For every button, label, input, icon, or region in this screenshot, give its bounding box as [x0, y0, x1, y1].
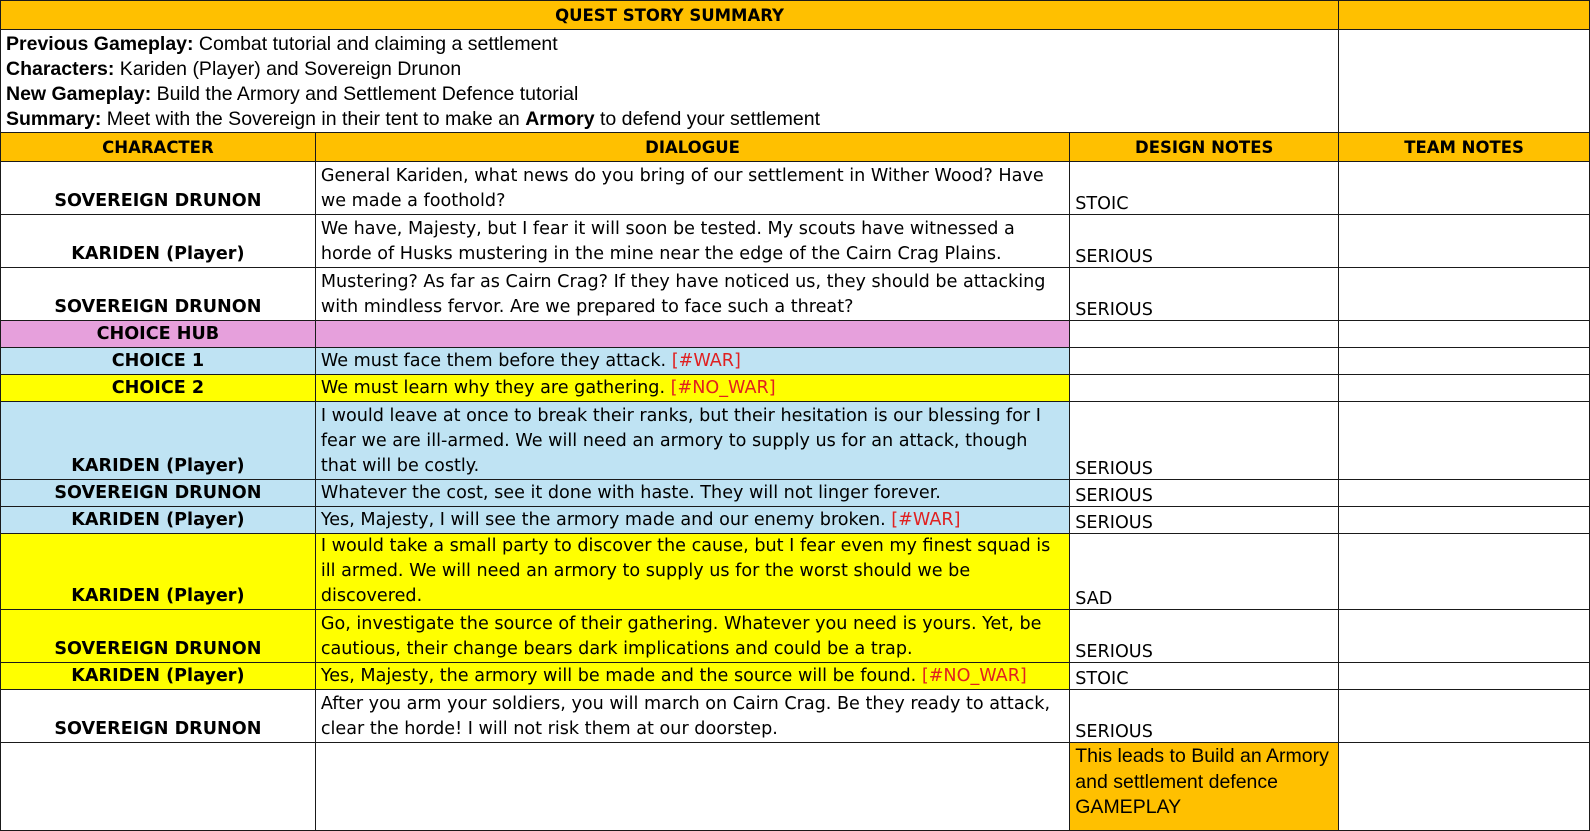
design-note-cell[interactable]: [1070, 321, 1339, 348]
dialogue-cell[interactable]: [315, 610, 1069, 663]
dialogue-cell[interactable]: [315, 375, 1069, 402]
dialogue-text: We have, Majesty, but I fear it will soon be tested. My scouts have witnessed a horde of Husks mustering in the mine near the edge of the Cairn Crag Plains.: [320, 219, 1015, 264]
dialogue-row: [1, 268, 1590, 321]
dialogue-row: [1, 375, 1590, 402]
final-team-notes-cell[interactable]: [1339, 743, 1590, 831]
design-note-cell[interactable]: SERIOUS: [1070, 610, 1339, 663]
dialogue-row: [1, 480, 1590, 507]
title-empty-cell[interactable]: [1339, 1, 1590, 30]
dialogue-text: General Kariden, what news do you bring of our settlement in Wither Wood? Have we made a foothold?: [320, 166, 1044, 211]
character-cell[interactable]: SOVEREIGN DRUNON: [1, 268, 316, 321]
team-note-cell[interactable]: [1339, 402, 1590, 480]
branch-tag: [#WAR]: [891, 510, 961, 530]
summary-bold: Armory: [525, 108, 595, 130]
title-row: [1, 1, 1590, 30]
character-cell[interactable]: KARIDEN (Player): [1, 402, 316, 480]
character-cell[interactable]: CHOICE 2: [1, 375, 316, 402]
dialogue-text: We must face them before they attack.: [320, 351, 672, 371]
design-note-cell[interactable]: SERIOUS: [1070, 690, 1339, 743]
summary-text-2: to defend your settlement: [594, 108, 821, 130]
new-gameplay-text: Build the Armory and Settlement Defence tutorial: [151, 83, 579, 105]
dialogue-text: We must learn why they are gathering.: [320, 378, 671, 398]
dialogue-row: [1, 321, 1590, 348]
character-cell[interactable]: KARIDEN (Player): [1, 663, 316, 690]
team-note-cell[interactable]: [1339, 215, 1590, 268]
design-note-cell[interactable]: SERIOUS: [1070, 402, 1339, 480]
summary-empty-cell[interactable]: [1339, 30, 1590, 133]
dialogue-row: [1, 162, 1590, 215]
column-header-character[interactable]: CHARACTER: [1, 133, 316, 162]
summary-cell[interactable]: [1, 30, 1339, 133]
team-note-cell[interactable]: [1339, 348, 1590, 375]
design-note-cell[interactable]: STOIC: [1070, 162, 1339, 215]
team-note-cell[interactable]: [1339, 375, 1590, 402]
design-note-cell[interactable]: [1070, 348, 1339, 375]
design-note-cell[interactable]: [1070, 375, 1339, 402]
column-header-design-notes[interactable]: DESIGN NOTES: [1070, 133, 1339, 162]
dialogue-text: Yes, Majesty, the armory will be made and the source will be found.: [320, 666, 922, 686]
dialogue-cell[interactable]: [315, 402, 1069, 480]
character-cell[interactable]: KARIDEN (Player): [1, 507, 316, 534]
summary-line: [6, 107, 1333, 132]
branch-tag: [#WAR]: [671, 351, 741, 371]
team-note-cell[interactable]: [1339, 162, 1590, 215]
dialogue-cell[interactable]: [315, 663, 1069, 690]
design-note-cell[interactable]: SERIOUS: [1070, 507, 1339, 534]
dialogue-text: Yes, Majesty, I will see the armory made and our enemy broken.: [320, 510, 892, 530]
design-note-cell[interactable]: SERIOUS: [1070, 268, 1339, 321]
column-header-dialogue[interactable]: DIALOGUE: [315, 133, 1069, 162]
branch-tag: [#NO_WAR]: [921, 666, 1027, 686]
dialogue-cell[interactable]: [315, 534, 1069, 610]
dialogue-cell[interactable]: [315, 268, 1069, 321]
dialogue-text: After you arm your soldiers, you will march on Cairn Crag. Be they ready to attack, clear the horde! I will not risk them at our doorstep.: [320, 694, 1051, 739]
dialogue-text: I would leave at once to break their ranks, but their hesitation is our blessing for I fear we are ill-armed. We will need an armory to supply us for an attack, though that will be costly.: [320, 406, 1041, 476]
character-cell[interactable]: SOVEREIGN DRUNON: [1, 480, 316, 507]
branch-tag: [#NO_WAR]: [670, 378, 776, 398]
dialogue-cell[interactable]: [315, 162, 1069, 215]
quest-title[interactable]: QUEST STORY SUMMARY: [1, 1, 1339, 30]
dialogue-cell[interactable]: [315, 507, 1069, 534]
design-note-cell[interactable]: SERIOUS: [1070, 215, 1339, 268]
team-note-cell[interactable]: [1339, 507, 1590, 534]
team-note-cell[interactable]: [1339, 268, 1590, 321]
dialogue-rows: [1, 162, 1590, 743]
final-row: [1, 743, 1590, 831]
summary-text-1: Meet with the Sovereign in their tent to make an: [101, 108, 526, 130]
team-note-cell[interactable]: [1339, 534, 1590, 610]
team-note-cell[interactable]: [1339, 610, 1590, 663]
previous-gameplay-text: Combat tutorial and claiming a settlement: [193, 33, 558, 55]
dialogue-row: [1, 663, 1590, 690]
dialogue-row: [1, 215, 1590, 268]
dialogue-cell[interactable]: [315, 215, 1069, 268]
character-cell[interactable]: SOVEREIGN DRUNON: [1, 690, 316, 743]
character-cell[interactable]: CHOICE HUB: [1, 321, 316, 348]
dialogue-row: [1, 507, 1590, 534]
gameplay-link-note[interactable]: This leads to Build an Armory and settlement defence GAMEPLAY: [1070, 743, 1339, 831]
dialogue-cell[interactable]: [315, 321, 1069, 348]
design-note-cell[interactable]: SERIOUS: [1070, 480, 1339, 507]
previous-gameplay-line: [6, 32, 1333, 57]
dialogue-row: [1, 534, 1590, 610]
dialogue-row: [1, 402, 1590, 480]
dialogue-text: Whatever the cost, see it done with haste. They will not linger forever.: [320, 483, 941, 503]
dialogue-row: [1, 610, 1590, 663]
dialogue-row: [1, 690, 1590, 743]
new-gameplay-line: [6, 82, 1333, 107]
team-note-cell[interactable]: [1339, 480, 1590, 507]
character-cell[interactable]: SOVEREIGN DRUNON: [1, 610, 316, 663]
final-character-cell[interactable]: [1, 743, 316, 831]
team-note-cell[interactable]: [1339, 663, 1590, 690]
characters-text: Kariden (Player) and Sovereign Drunon: [114, 58, 462, 80]
column-header-team-notes[interactable]: TEAM NOTES: [1339, 133, 1590, 162]
characters-line: [6, 57, 1333, 82]
dialogue-cell[interactable]: [315, 348, 1069, 375]
characters-label: Characters:: [6, 58, 115, 80]
previous-gameplay-label: Previous Gameplay:: [6, 33, 194, 55]
character-cell[interactable]: SOVEREIGN DRUNON: [1, 162, 316, 215]
team-note-cell[interactable]: [1339, 690, 1590, 743]
dialogue-text: Mustering? As far as Cairn Crag? If they have noticed us, they should be attacking with mindless fervor. Are we prepared to face such a threat?: [320, 272, 1046, 317]
final-dialogue-cell[interactable]: [315, 743, 1069, 831]
dialogue-row: [1, 348, 1590, 375]
team-note-cell[interactable]: [1339, 321, 1590, 348]
dialogue-text: Go, investigate the source of their gathering. Whatever you need is yours. Yet, be cautious, their change bears dark implications and could be a trap.: [320, 614, 1042, 659]
character-cell[interactable]: KARIDEN (Player): [1, 215, 316, 268]
design-note-cell[interactable]: STOIC: [1070, 663, 1339, 690]
dialogue-cell[interactable]: [315, 480, 1069, 507]
character-cell[interactable]: KARIDEN (Player): [1, 534, 316, 610]
dialogue-cell[interactable]: [315, 690, 1069, 743]
summary-row: [1, 30, 1590, 133]
character-cell[interactable]: CHOICE 1: [1, 348, 316, 375]
new-gameplay-label: New Gameplay:: [6, 83, 152, 105]
column-header-row: [1, 133, 1590, 162]
dialogue-text: I would take a small party to discover the cause, but I fear even my finest squad is ill armed. We will need an armory to supply us for the worst should we be discovered.: [320, 536, 1051, 606]
summary-label: Summary:: [6, 108, 102, 130]
design-note-cell[interactable]: SAD: [1070, 534, 1339, 610]
